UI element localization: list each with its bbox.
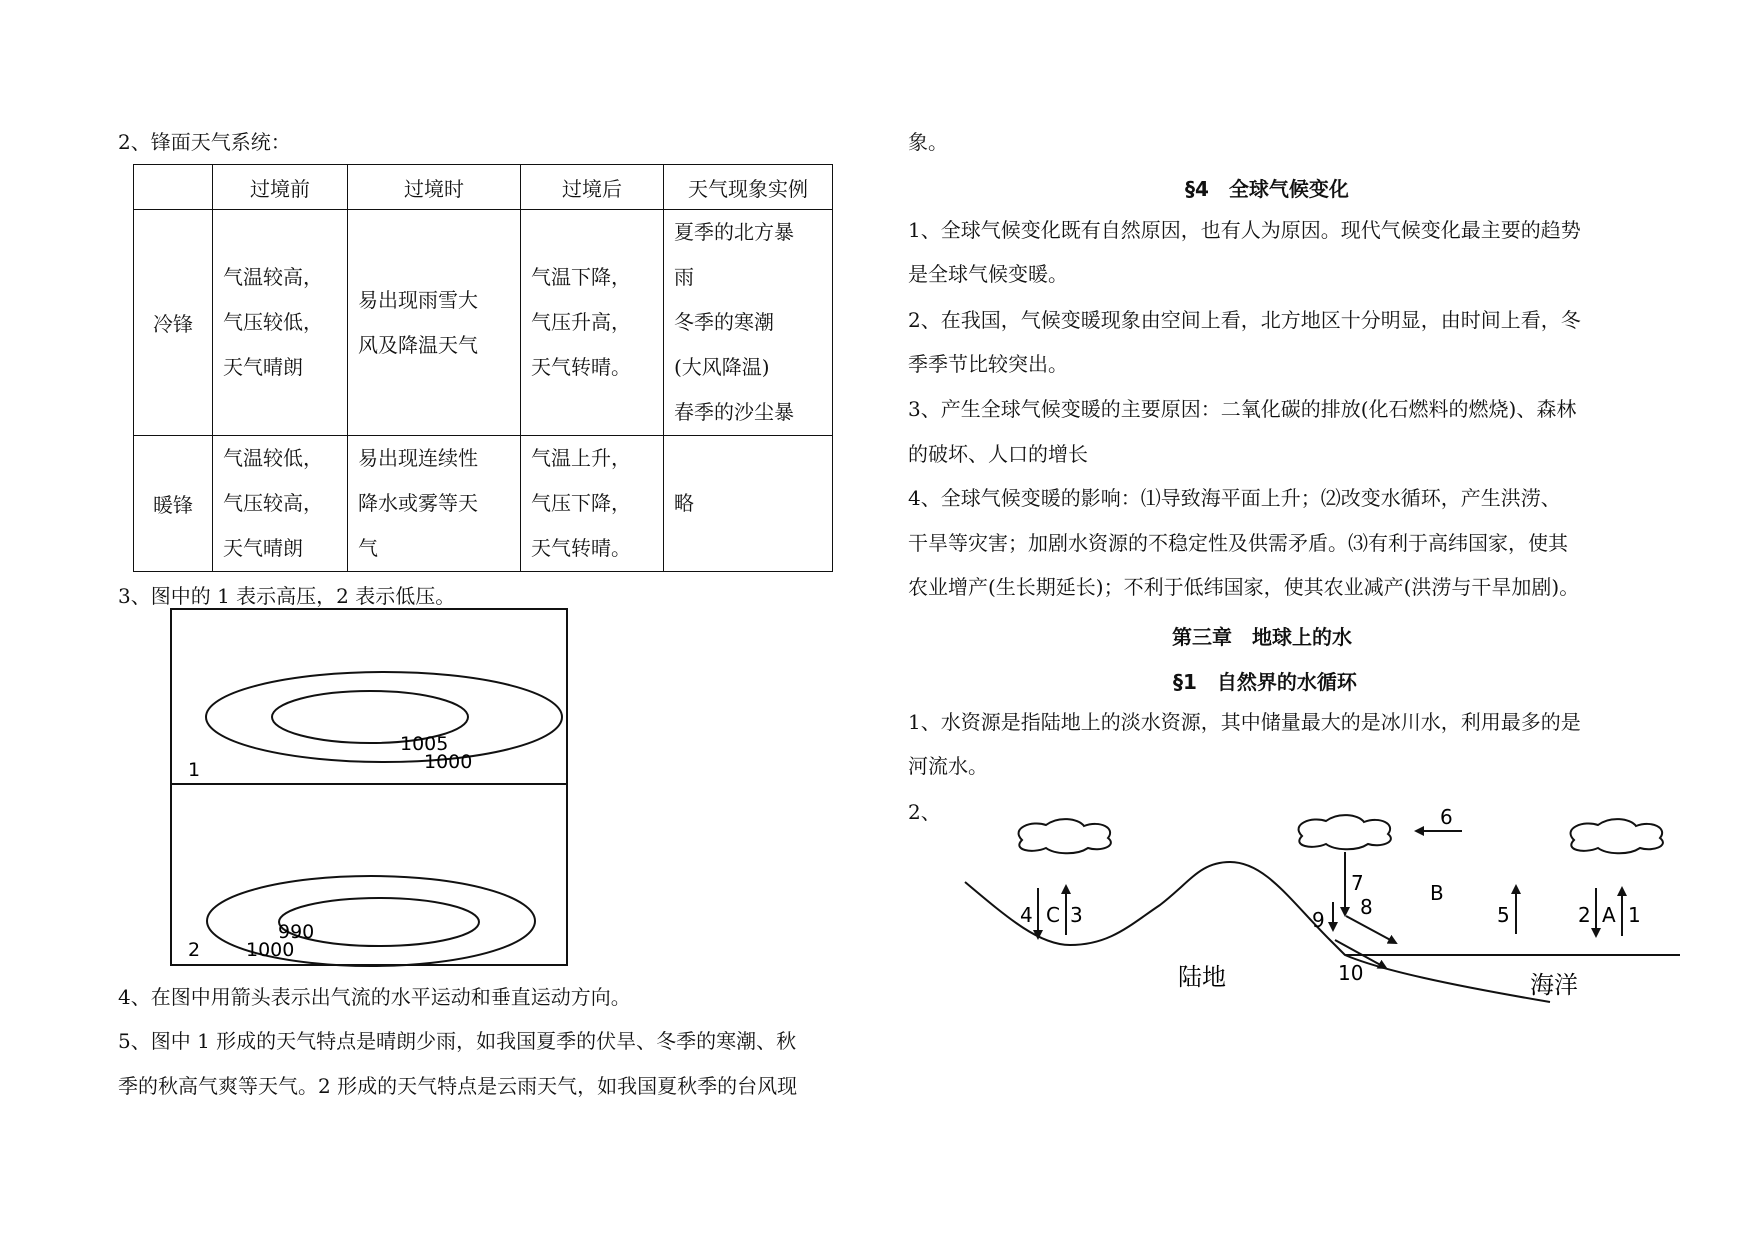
table-header-empty	[134, 165, 213, 210]
high-pressure-label: 1	[188, 759, 201, 781]
label-2: 2	[1578, 903, 1591, 927]
label-3: 3	[1070, 903, 1083, 927]
isobar-figure	[168, 606, 570, 968]
label-B: B	[1430, 881, 1444, 905]
cell-line: (大风降温)	[674, 355, 770, 379]
climate-item-4-line-3: 农业增产(生长期延长)；不利于低纬国家，使其农业减产(洪涝与干旱加剧)。	[908, 575, 1580, 599]
table-header-examples: 天气现象实例	[664, 165, 833, 210]
land-label: 陆地	[1178, 963, 1226, 991]
paragraph-2-title: 2、锋面天气系统：	[118, 130, 291, 154]
cold-front-after	[521, 210, 664, 436]
climate-item-2-line-1: 2、在我国，气候变暖现象由空间上看，北方地区十分明显，由时间上看，冬	[908, 308, 1581, 332]
cold-front-during	[348, 210, 521, 436]
section-1-title: §1 自然界的水循环	[1173, 670, 1357, 694]
cell-line: 易出现雨雪大	[358, 287, 478, 312]
cell-line: 略	[674, 491, 694, 515]
arrow-8-icon	[1346, 916, 1396, 943]
land-surface	[965, 862, 1550, 1002]
front-weather-table	[133, 164, 833, 572]
warm-front-after	[521, 436, 664, 572]
climate-item-3-line-2: 的破坏、人口的增长	[908, 442, 1088, 466]
water-item-2-label: 2、	[908, 800, 941, 824]
warm-front-during	[348, 436, 521, 572]
cell-line: 气温较低，	[223, 446, 323, 470]
cloud-icon	[1571, 819, 1663, 853]
cell-line: 雨	[674, 265, 694, 289]
chapter-3-title: 第三章 地球上的水	[1172, 625, 1352, 649]
cold-front-name: 冷锋	[134, 210, 213, 436]
label-1: 1	[1628, 903, 1641, 927]
label-5: 5	[1497, 903, 1510, 927]
cell-line: 气压较高，	[223, 491, 323, 515]
low-pressure-label: 2	[188, 939, 201, 961]
cell-line: 天气转晴。	[531, 355, 631, 379]
cell-line: 风及降温天气	[358, 332, 478, 357]
isobar-frame	[171, 609, 567, 965]
table-row-warm-front	[134, 436, 833, 572]
cell-line: 夏季的北方暴	[674, 220, 794, 244]
climate-item-1-line-2: 是全球气候变暖。	[908, 262, 1068, 286]
cell-line: 气温上升，	[531, 446, 631, 470]
warm-front-before	[213, 436, 348, 572]
warm-front-examples	[664, 436, 833, 572]
cell-line: 气	[358, 536, 378, 560]
label-4: 4	[1020, 903, 1033, 927]
cloud-icon	[1299, 815, 1391, 849]
high-pressure-outer-isobar	[206, 672, 562, 762]
cell-line: 易出现连续性	[358, 446, 478, 470]
label-C: C	[1046, 903, 1060, 927]
climate-item-1-line-1: 1、全球气候变化既有自然原因，也有人为原因。现代气候变化最主要的趋势	[908, 218, 1581, 242]
water-item-1-line-2: 河流水。	[908, 754, 988, 778]
label-6: 6	[1440, 805, 1453, 829]
cell-line: 春季的沙尘暴	[674, 400, 794, 424]
cell-line: 天气晴朗	[223, 355, 303, 379]
climate-item-4-line-1: 4、全球气候变暖的影响：⑴导致海平面上升；⑵改变水循环，产生洪涝、	[908, 486, 1561, 510]
climate-item-4-line-2: 干旱等灾害；加剧水资源的不稳定性及供需矛盾。⑶有利于高纬国家，使其	[908, 531, 1568, 555]
paragraph-5-line-1: 5、图中 1 形成的天气特点是晴朗少雨，如我国夏季的伏旱、冬季的寒潮、秋	[118, 1029, 797, 1053]
cold-front-before	[213, 210, 348, 436]
high-pressure-outer-value: 1000	[424, 751, 473, 773]
water-cycle-diagram	[950, 790, 1680, 1010]
paragraph-4: 4、在图中用箭头表示出气流的水平运动和垂直运动方向。	[118, 985, 631, 1009]
table-header-after: 过境后	[521, 165, 664, 210]
cold-front-examples	[664, 210, 833, 436]
climate-item-3-line-1: 3、产生全球气候变暖的主要原因：二氧化碳的排放(化石燃料的燃烧)、森林	[908, 397, 1577, 421]
table-header-before: 过境前	[213, 165, 348, 210]
high-pressure-inner-value: 1005	[400, 733, 449, 755]
climate-item-2-line-2: 季季节比较突出。	[908, 352, 1068, 376]
paragraph-3: 3、图中的 1 表示高压，2 表示低压。	[118, 584, 456, 608]
cell-line: 气温较高，	[223, 265, 323, 289]
cell-line: 气压下降，	[531, 491, 631, 515]
cell-line: 气温下降，	[531, 265, 631, 289]
low-pressure-inner-value: 990	[278, 921, 315, 943]
cell-line: 气压较低，	[223, 310, 323, 334]
label-9: 9	[1312, 908, 1325, 932]
label-7: 7	[1351, 871, 1364, 895]
table-header-row	[134, 165, 833, 210]
paragraph-5-line-2: 季的秋高气爽等天气。2 形成的天气特点是云雨天气，如我国夏秋季的台风现	[118, 1074, 798, 1098]
section-4-title: §4 全球气候变化	[1185, 177, 1349, 201]
ocean-label: 海洋	[1530, 971, 1578, 999]
cell-line: 冬季的寒潮	[674, 310, 774, 334]
water-item-1-line-1: 1、水资源是指陆地上的淡水资源，其中储量最大的是冰川水，利用最多的是	[908, 710, 1581, 734]
cloud-icon	[1019, 819, 1111, 853]
cell-line: 天气转晴。	[531, 536, 631, 560]
label-10: 10	[1338, 961, 1364, 985]
cell-line: 降水或雾等天	[358, 491, 478, 515]
warm-front-name: 暖锋	[134, 436, 213, 572]
cell-line: 天气晴朗	[223, 536, 303, 560]
table-row-cold-front	[134, 210, 833, 436]
table-header-during: 过境时	[348, 165, 521, 210]
continuation-text: 象。	[908, 130, 948, 154]
label-A: A	[1602, 903, 1616, 927]
label-8: 8	[1360, 895, 1373, 919]
cell-line: 气压升高，	[531, 310, 631, 334]
low-pressure-outer-value: 1000	[246, 939, 295, 961]
